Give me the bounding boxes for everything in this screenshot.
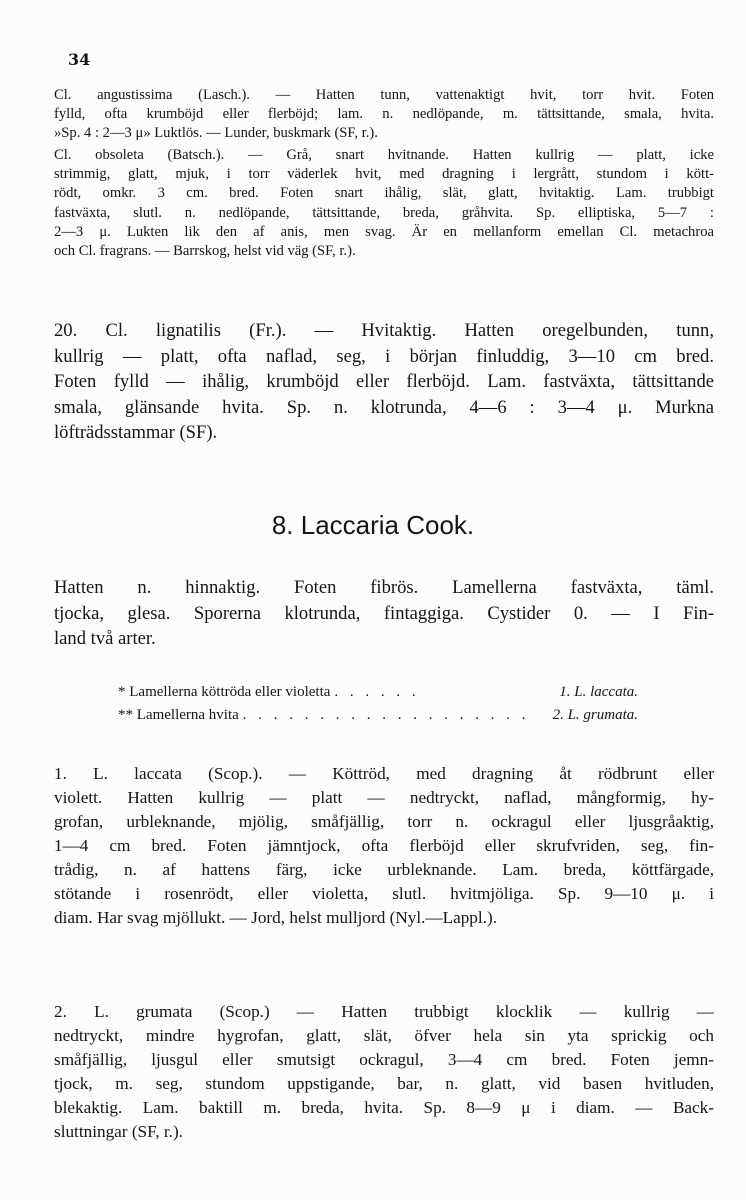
paragraph-grumata xyxy=(54,1000,714,1144)
text-line: 2—3 μ. Lukten lik den af anis, men svag. Är en mellanform emellan Cl. metachroa xyxy=(54,223,714,240)
text-line: Hatten n. hinnaktig. Foten fibrös. Lamellerna fastväxta, täml. xyxy=(54,577,714,598)
key-leader-dots: . . . . . . . . . . . . . . . . . . . xyxy=(242,707,530,723)
text-line: Cl. angustissima (Lasch.). — Hatten tunn, vattenaktigt hvit, torr hvit. Foten xyxy=(54,87,714,103)
text-line: violett. Hatten kullrig — platt — nedtryckt, naflad, mångformig, hy- xyxy=(54,788,714,807)
key-target: 1. L. laccata. xyxy=(559,684,638,700)
text-line: stötande i rosenrödt, eller violetta, slutl. hvitmjöliga. Sp. 9—10 μ. i xyxy=(54,884,714,903)
species-key xyxy=(118,681,638,727)
text-line: blekaktig. Lam. baktill m. breda, hvita. Sp. 8—9 μ i diam. — Back- xyxy=(54,1098,714,1117)
text-line: land två arter. xyxy=(54,628,156,649)
text-line: diam. Har svag mjöllukt. — Jord, helst mulljord (Nyl.—Lappl.). xyxy=(54,908,497,927)
text-line: smala, glänsande hvita. Sp. n. klotrunda, 4—6 : 3—4 μ. Murkna xyxy=(54,396,714,418)
text-line: 1. L. laccata (Scop.). — Köttröd, med dragning åt rödbrunt eller xyxy=(54,764,714,783)
text-line: 1—4 cm bred. Foten jämntjock, ofta flerböjd eller skrufvriden, seg, fin- xyxy=(54,836,714,855)
paragraph-laccaria-intro xyxy=(54,575,714,652)
text-line: »Sp. 4 : 2—3 μ» Luktlös. — Lunder, buskmark (SF, r.). xyxy=(54,125,378,142)
paragraph-angustissima xyxy=(54,86,714,144)
text-line: fylld, ofta krumböjd eller flerböjd; lam. n. nedlöpande, m. tättsittande, smala, hvita. xyxy=(54,106,714,123)
text-line: fastväxta, slutl. n. nedlöpande, tättsittande, breda, gråhvita. Sp. elliptiska, 5—7 : xyxy=(54,204,714,221)
text-line: nedtryckt, mindre hygrofan, glatt, slät, öfver hela sin yta sprickig och xyxy=(54,1026,714,1045)
text-line: grofan, urbleknande, mjölig, småfjällig, torr n. ockragul eller ljusgråaktig, xyxy=(54,812,714,831)
text-line: rödt, omkr. 3 cm. bred. Foten snart ihålig, slät, glatt, hvitaktig. Lam. trubbigt xyxy=(54,185,714,202)
key-label: * Lamellerna köttröda eller violetta xyxy=(118,684,331,700)
page-number: 34 xyxy=(68,50,91,69)
text-line: småfjällig, ljusgul eller smutsigt ockragul, 3—4 cm bred. Foten jemn- xyxy=(54,1050,714,1069)
key-target: 2. L. grumata. xyxy=(552,707,638,723)
text-line: 20. Cl. lignatilis (Fr.). — Hvitaktig. Hatten oregelbunden, tunn, xyxy=(54,320,714,341)
paragraph-lignatilis xyxy=(54,318,714,446)
key-leader-dots: . . . . . . xyxy=(334,684,420,700)
text-line: strimmig, glatt, mjuk, i torr väderlek hvit, med dragning i lergrått, stundom i kött- xyxy=(54,166,714,183)
key-row xyxy=(118,704,638,727)
text-line: löfträdsstammar (SF). xyxy=(54,422,218,443)
text-line: Foten fylld — ihålig, krumböjd eller flerböjd. Lam. fastväxta, tättsittande xyxy=(54,371,714,392)
text-line: kullrig — platt, ofta naflad, seg, i början finluddig, 3—10 cm bred. xyxy=(54,345,714,367)
paragraph-obsoleta xyxy=(54,146,714,261)
text-line: sluttningar (SF, r.). xyxy=(54,1122,183,1141)
text-line: Cl. obsoleta (Batsch.). — Grå, snart hvitnande. Hatten kullrig — platt, icke xyxy=(54,147,714,163)
paragraph-laccata xyxy=(54,762,714,930)
key-row xyxy=(118,681,638,704)
section-heading: 8. Laccaria Cook. xyxy=(271,510,475,540)
text-line: tjocka, glesa. Sporerna klotrunda, fintaggiga. Cystider 0. — I Fin- xyxy=(54,602,714,624)
key-label: ** Lamellerna hvita xyxy=(118,707,239,723)
text-line: 2. L. grumata (Scop.) — Hatten trubbigt klocklik — kullrig — xyxy=(54,1002,714,1021)
text-line: och Cl. fragrans. — Barrskog, helst vid väg (SF, r.). xyxy=(54,243,356,260)
text-line: tjock, m. seg, stundom uppstigande, bar, n. glatt, vid basen hvitluden, xyxy=(54,1074,714,1093)
text-line: trådig, n. af hattens färg, icke urbleknande. Lam. breda, köttfärgade, xyxy=(54,860,714,879)
